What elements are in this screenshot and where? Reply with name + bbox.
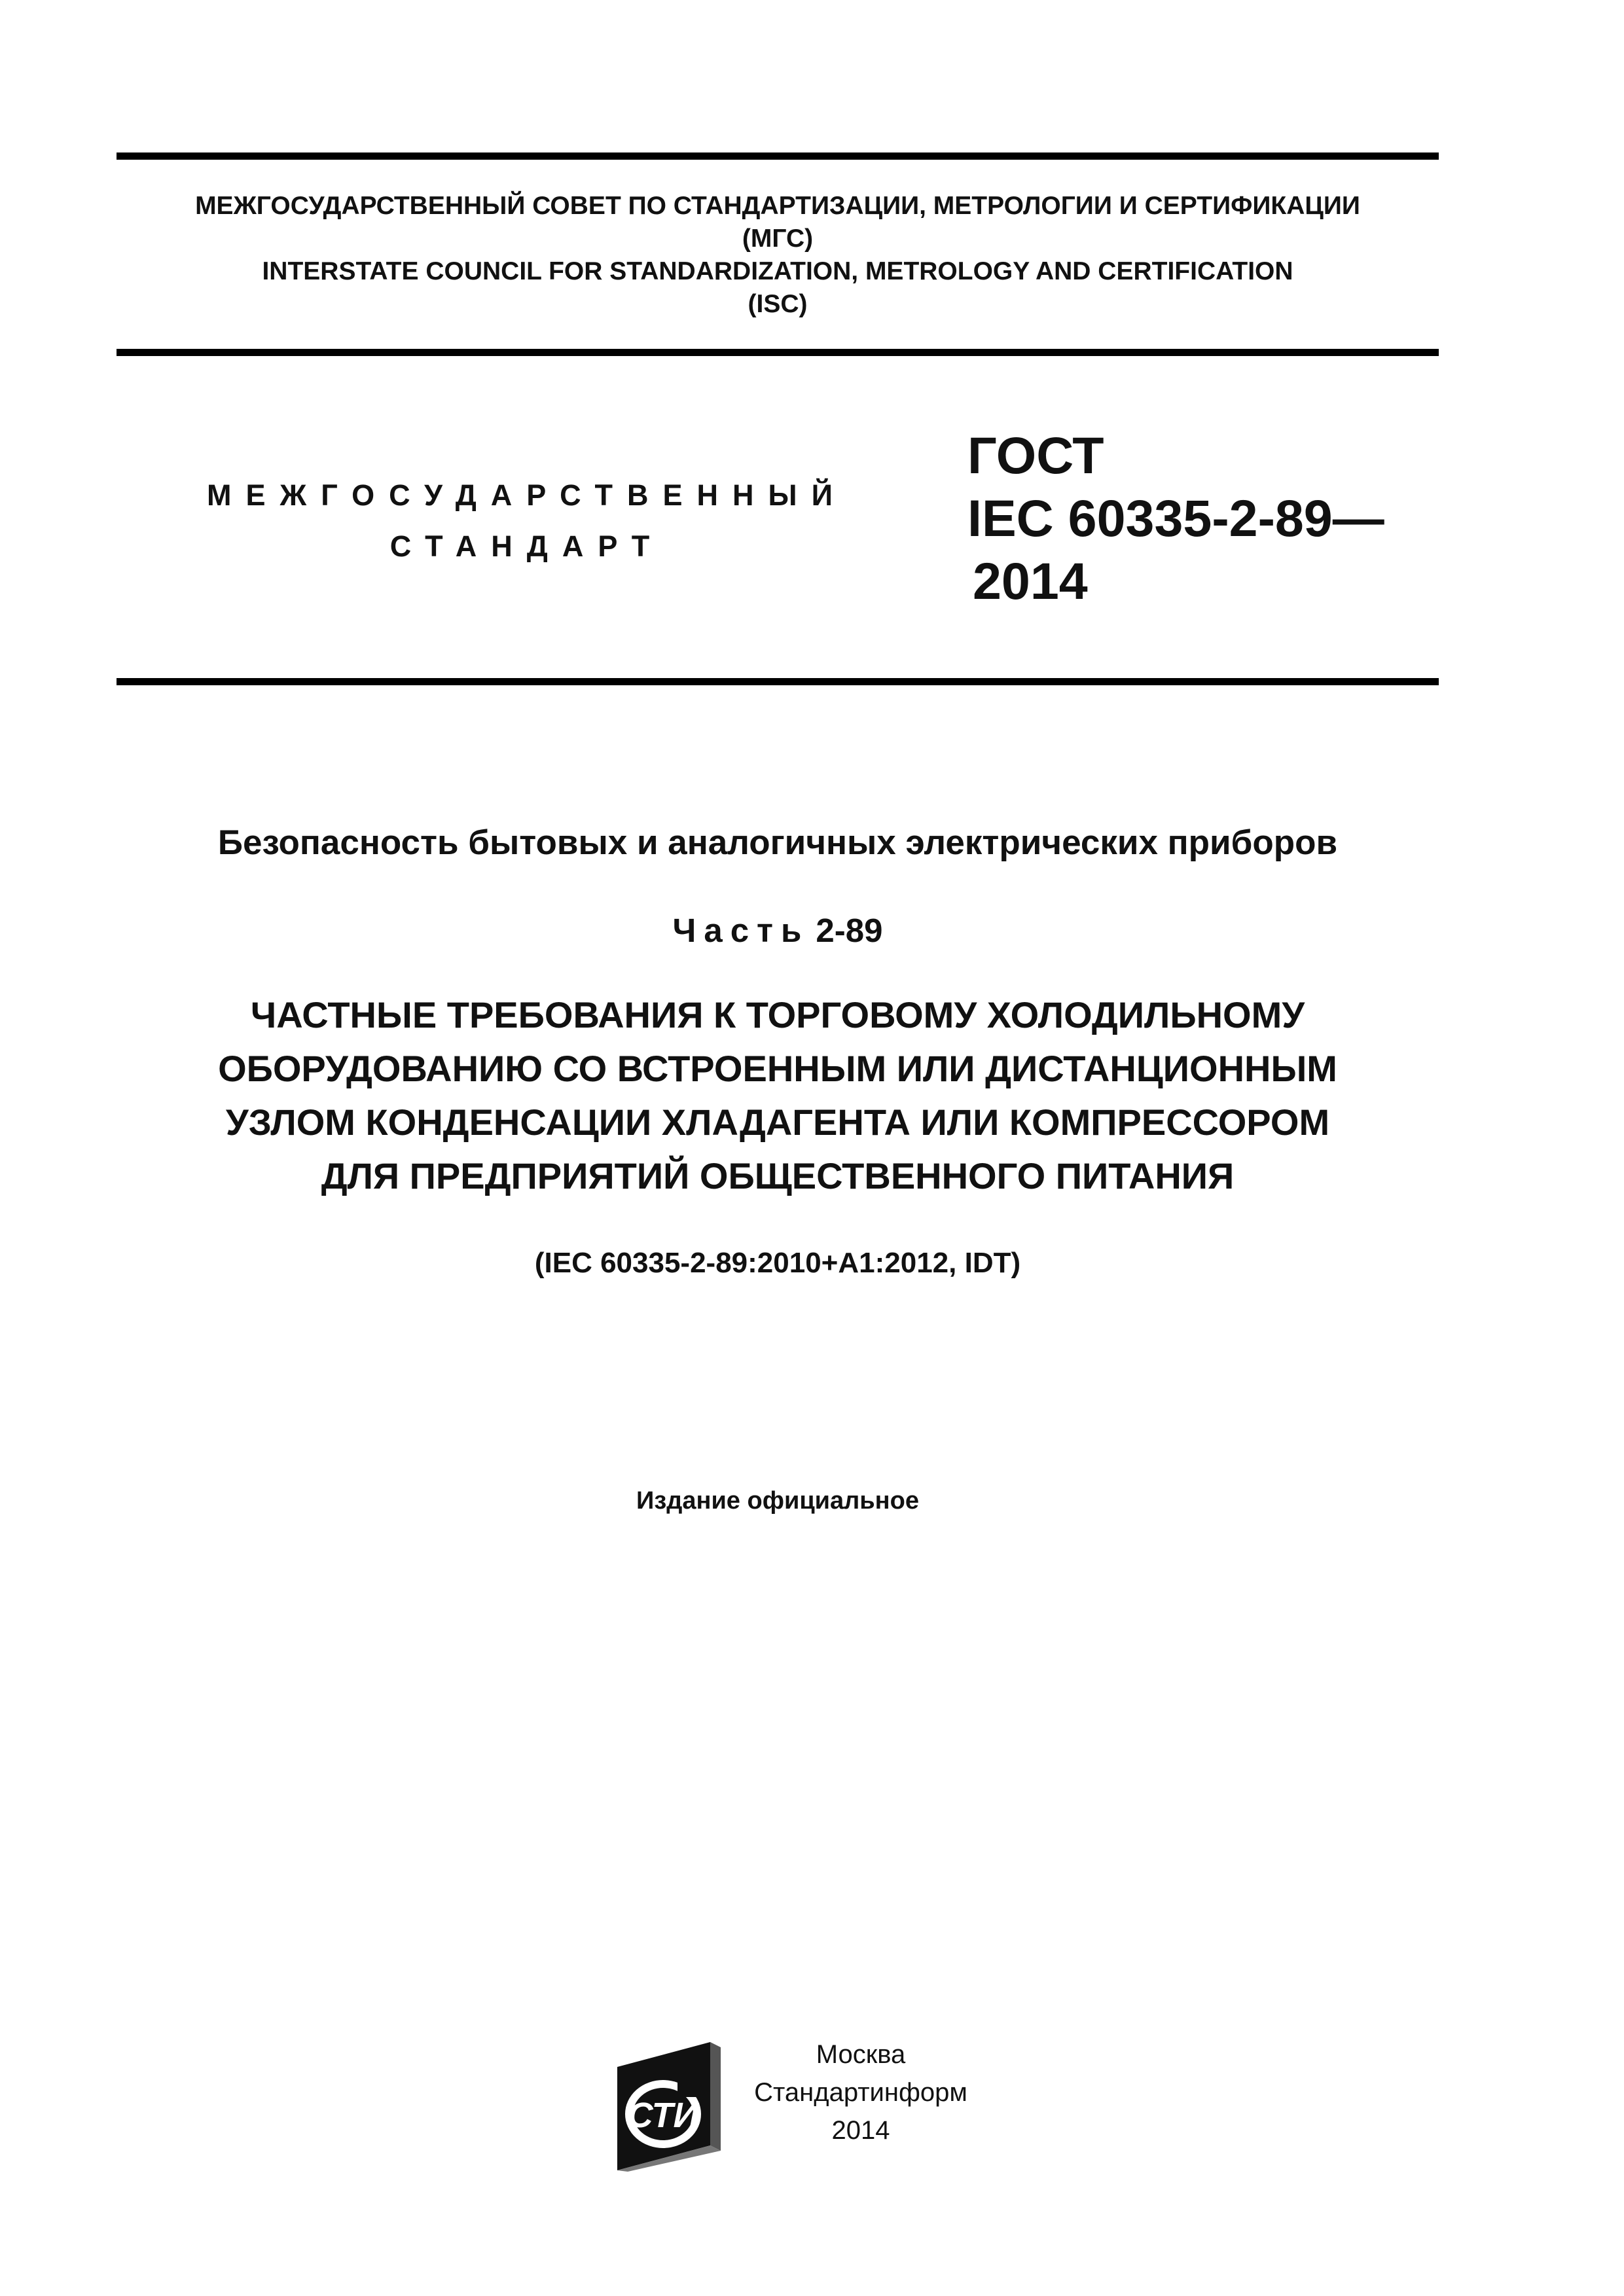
document-subject: Безопасность бытовых и аналогичных электрических приборов [217,823,1338,862]
publisher-block [612,2036,1070,2206]
council-abbr-en: (ISC) [748,290,808,318]
publisher-imprint [743,2036,979,2149]
top-rule [117,152,1439,160]
logo-lettering: СТИ [627,2096,699,2135]
standard-type-label [196,470,857,572]
standard-number: IEC 60335-2-89— [967,489,1384,547]
standard-year: 2014 [973,552,1088,610]
standard-type-line2: СТАНДАРТ [389,529,664,563]
council-abbr-ru: (МГС) [742,224,814,253]
header-rule [117,349,1439,356]
gost-label: ГОСТ [967,426,1104,484]
edition-note: Издание официальное [636,1487,919,1515]
title-line: ЧАСТНЫЕ ТРЕБОВАНИЯ К ТОРГОВОМУ ХОЛОДИЛЬНОМУ [250,994,1305,1035]
council-name-en: INTERSTATE COUNCIL FOR STANDARDIZATION, METROLOGY AND CERTIFICATION [262,257,1293,285]
title-line: ОБОРУДОВАНИЮ СО ВСТРОЕННЫМ ИЛИ ДИСТАНЦИОННЫМ [218,1048,1337,1089]
publisher-city: Москва [816,2040,906,2069]
designation-rule [117,678,1439,685]
document-part [117,908,1439,954]
title-line: УЗЛОМ КОНДЕНСАЦИИ ХЛАДАГЕНТА ИЛИ КОМПРЕССОРОМ [225,1102,1330,1143]
standard-type-line1: МЕЖГОСУДАРСТВЕННЫЙ [207,478,847,512]
council-name-ru: МЕЖГОСУДАРСТВЕННЫЙ СОВЕТ ПО СТАНДАРТИЗАЦИИ, МЕТРОЛОГИИ И СЕРТИФИКАЦИИ [195,192,1360,220]
part-word: Часть [672,912,810,949]
document-title [117,988,1439,1203]
standard-designation [967,424,1384,613]
iec-reference: (IEC 60335-2-89:2010+A1:2012, IDT) [534,1247,1021,1279]
title-line: ДЛЯ ПРЕДПРИЯТИЙ ОБЩЕСТВЕННОГО ПИТАНИЯ [321,1155,1235,1196]
part-number: 2-89 [816,912,883,949]
publisher-name: Стандартинформ [754,2078,967,2107]
council-header [117,190,1439,321]
standartinform-logo-icon [612,2041,723,2172]
publisher-year: 2014 [831,2116,890,2145]
